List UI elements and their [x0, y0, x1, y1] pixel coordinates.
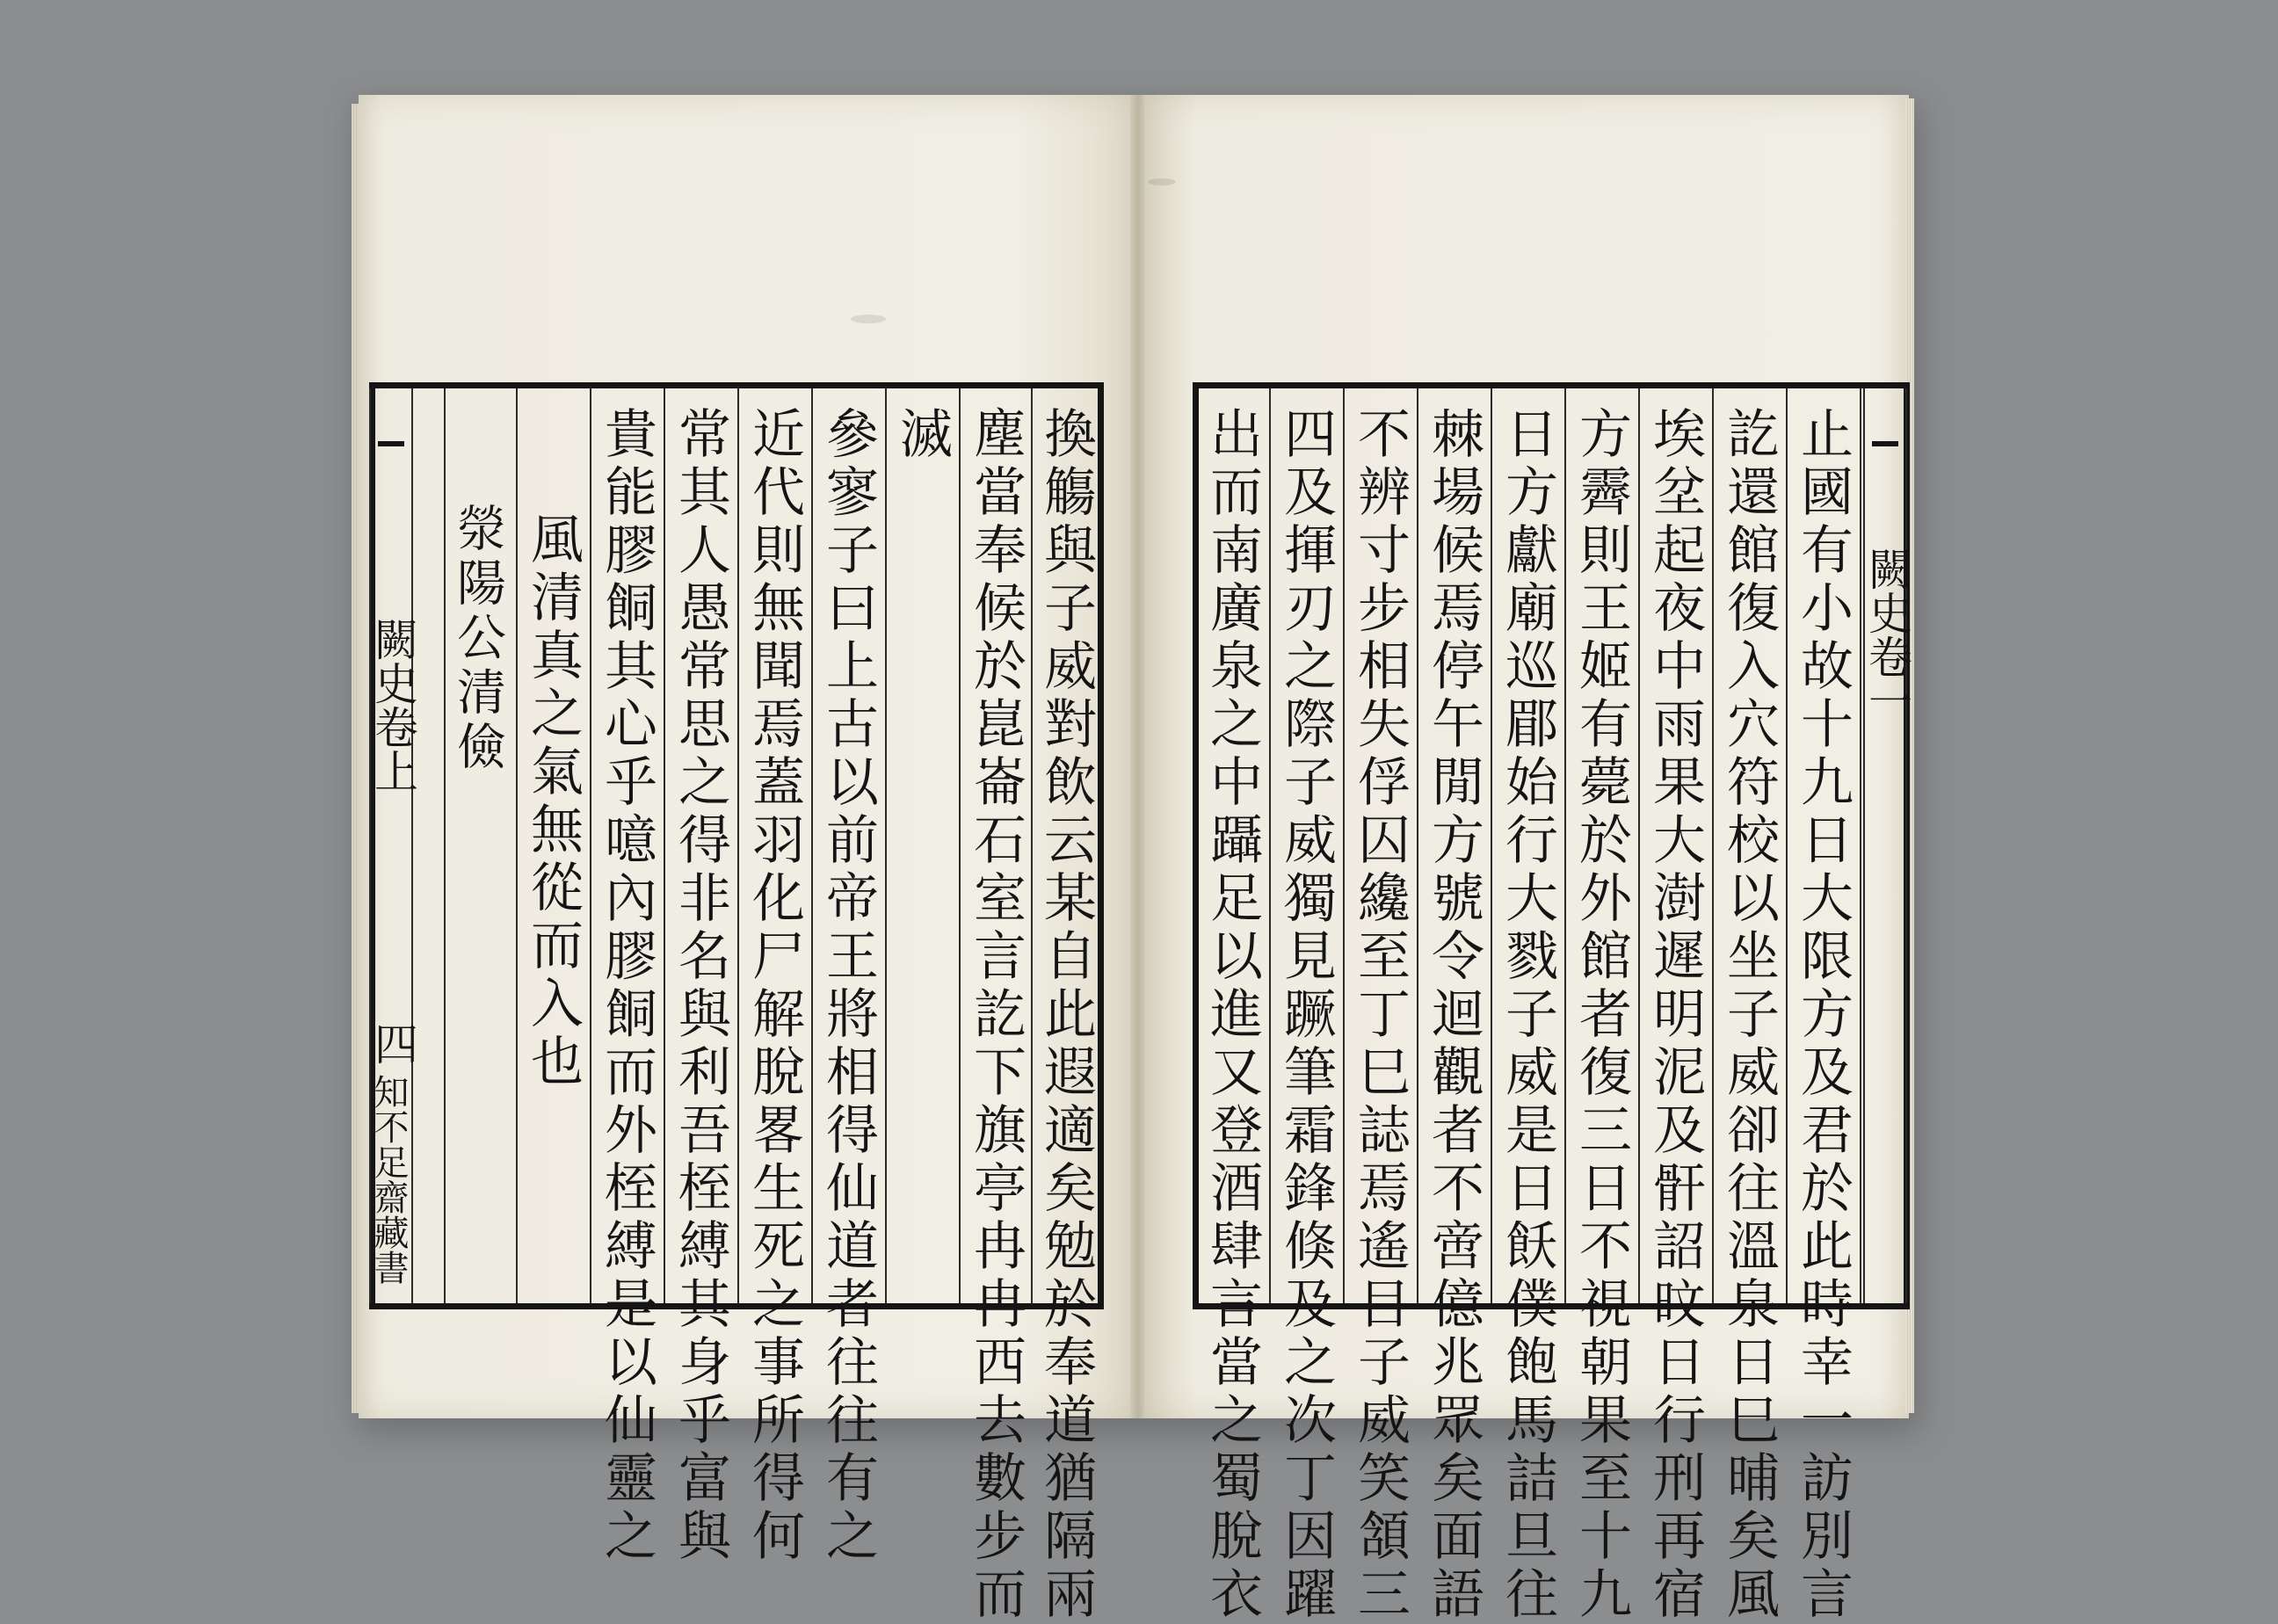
- column-rule: [664, 388, 665, 1303]
- column-rule: [1269, 388, 1271, 1303]
- text-column: 滅: [891, 406, 953, 464]
- text-column: 方霽則王姬有薨於外館者復三日不視朝果至十九: [1571, 406, 1632, 1624]
- text-column: 止國有小故十九日大限方及君於此時幸一訪別言: [1792, 406, 1854, 1624]
- text-column: 埃坌起夜中雨果大澍遲明泥及骭詔旼日行刑再宿: [1644, 406, 1706, 1624]
- text-column: 棘場候焉停午閒方號令迴觀者不啻億兆眾矣面語: [1423, 406, 1484, 1624]
- fishtail-mark: [378, 441, 404, 446]
- column-rule: [1031, 388, 1033, 1303]
- text-column: 近代則無聞焉蓋羽化尸解脫畧生死之事所得何: [744, 406, 805, 1566]
- text-column: 換觴與子威對飲云某自此遐適矣勉於奉道猶隔兩: [1035, 406, 1097, 1624]
- text-column: 訖還館復入穴符校以坐子威卻往溫泉日巳晡矣風: [1718, 406, 1780, 1624]
- text-column: 參寥子曰上古以前帝王將相得仙道者往往有之: [817, 406, 879, 1566]
- text-column: 不辨寸步相失俘囚纔至丁巳誌焉遙目子威笑頷三: [1349, 406, 1411, 1624]
- left-page-number: 四: [367, 1021, 418, 1065]
- right-text-frame: [1193, 382, 1912, 1624]
- column-rule: [1860, 388, 1861, 1303]
- text-column: 塵當奉候於崑崙石室言訖下旗亭冉冉西去數步而: [965, 406, 1027, 1624]
- right-center-column: [1861, 388, 1912, 1303]
- left-center-column: [367, 388, 418, 1303]
- column-rule: [1712, 388, 1714, 1303]
- fishtail-mark: [1872, 441, 1898, 446]
- column-rule: [1786, 388, 1788, 1303]
- column-rule: [1564, 388, 1566, 1303]
- left-publisher-mark: 知不足齋藏書: [368, 1074, 409, 1285]
- left-center-title: 闕史卷上: [367, 617, 418, 793]
- column-rule: [516, 388, 518, 1303]
- text-column: 日方獻廟巡郿始行大戮子威是日飫僕飽馬詰旦往: [1497, 406, 1558, 1624]
- column-rule: [959, 388, 961, 1303]
- column-rule: [590, 388, 591, 1303]
- text-column: 四及揮刃之際子威獨見蹶筆霜鋒倏及之次丁因躍: [1275, 406, 1337, 1624]
- text-column: 常其人愚常思之得非名與利吾桎縛其身乎富與: [670, 406, 731, 1566]
- section-heading: 滎陽公清儉: [449, 503, 506, 775]
- right-center-title: 闕史卷一: [1861, 547, 1912, 722]
- column-rule: [885, 388, 887, 1303]
- column-rule: [811, 388, 813, 1303]
- left-text-frame: [367, 382, 1104, 1624]
- text-column: 風清真之氣無從而入也: [522, 511, 584, 1091]
- column-rule: [1638, 388, 1640, 1303]
- text-column: 貴能膠餇其心乎噫內膠餇而外桎縛是以仙靈之: [596, 406, 657, 1566]
- column-rule: [737, 388, 739, 1303]
- text-column: 出而南廣泉之中躡足以進又登酒肆言當之蜀脫衣: [1201, 406, 1263, 1624]
- column-rule: [1343, 388, 1345, 1303]
- column-rule: [444, 388, 446, 1303]
- column-rule: [1417, 388, 1418, 1303]
- column-rule: [1491, 388, 1492, 1303]
